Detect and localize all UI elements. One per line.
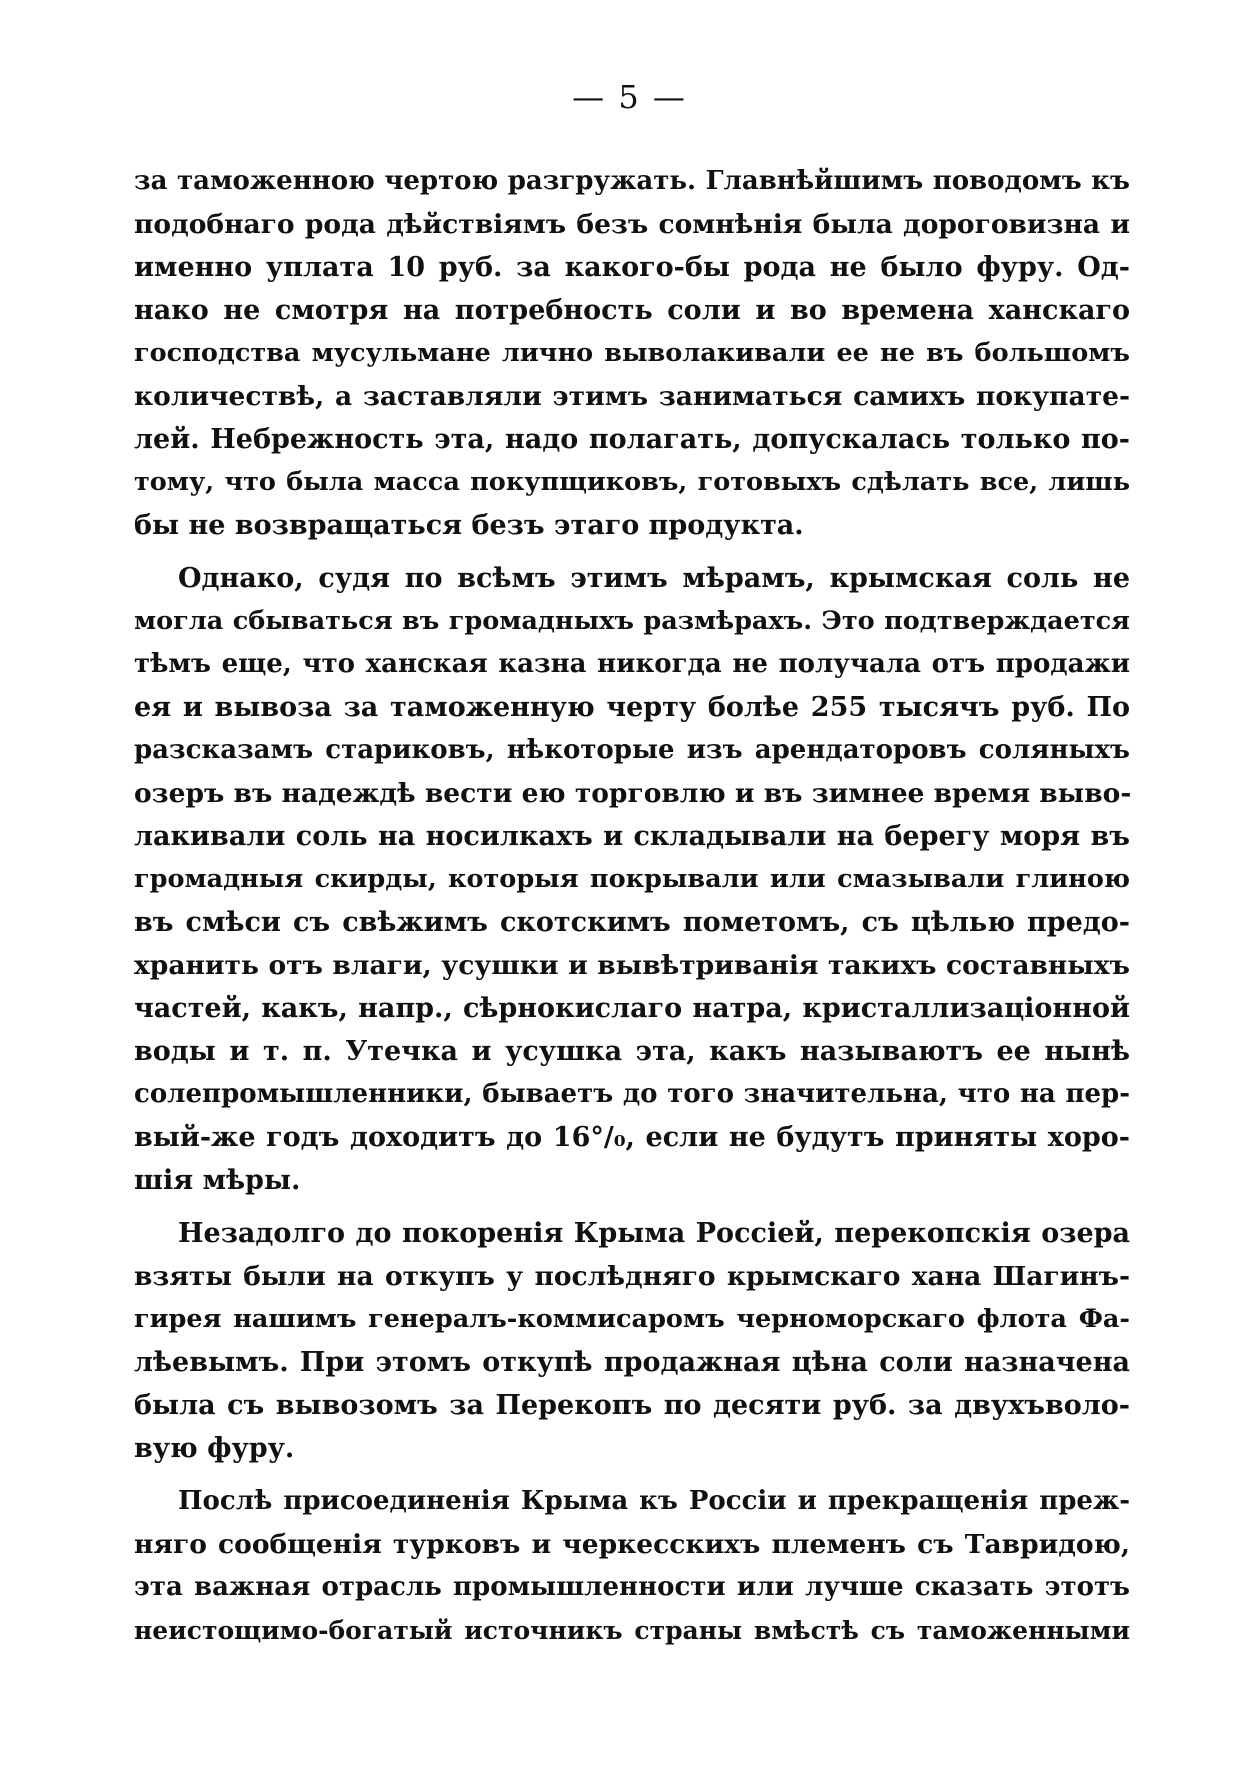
text-line: могла сбываться въ громадныхъ размѣрахъ. Это подтверждается — [134, 606, 1130, 636]
text-line: за таможенною чертою разгружать. Главнѣйшимъ поводомъ къ — [134, 166, 1130, 196]
paragraph — [134, 557, 1130, 1202]
text-line: Однако, судя по всѣмъ этимъ мѣрамъ, крымская соль не — [178, 563, 1130, 594]
text-line: вую фуру. — [134, 1433, 295, 1464]
text-line: Незадолго до покоренія Крыма Россіей, перекопскія озера — [178, 1218, 1130, 1249]
text-line: господства мусульмане лично выволакивали ее не въ большомъ — [134, 338, 1130, 368]
text-line: воды и т. п. Утечка и усушка эта, какъ называютъ ее нынѣ — [134, 1036, 1130, 1067]
text-line: взяты были на откупъ у послѣдняго крымскаго хана Шагинъ- — [134, 1261, 1130, 1292]
text-line: лей. Небрежность эта, надо полагать, допускалась только по- — [134, 424, 1130, 455]
text-line: гирея нашимъ генералъ-коммисаромъ черноморскаго флота Фа- — [134, 1304, 1130, 1334]
text-line: количествѣ, а заставляли этимъ заниматься самихъ покупате- — [134, 381, 1130, 412]
text-line: нако не смотря на потребность соли и во времена ханскаго — [134, 295, 1130, 326]
text-line: вый-же годъ доходитъ до 16°/₀, если не будутъ приняты хоро- — [134, 1122, 1130, 1153]
text-line: лѣевымъ. При этомъ откупѣ продажная цѣна соли назначена — [134, 1347, 1130, 1378]
text-line: была съ вывозомъ за Перекопъ по десяти руб. за двухъволо- — [134, 1390, 1130, 1421]
text-line: именно уплата 10 руб. за какого-бы рода не было фуру. Од- — [134, 252, 1130, 283]
text-line: солепромышленники, бываетъ до того значительна, что на пер- — [134, 1079, 1130, 1109]
text-line: хранить отъ влаги, усушки и вывѣтриванія такихъ составныхъ — [134, 950, 1130, 981]
text-line: разсказамъ стариковъ, нѣкоторые изъ арендаторовъ соляныхъ — [134, 735, 1130, 765]
paragraph — [134, 160, 1130, 547]
text-line: бы не возвращаться безъ этаго продукта. — [134, 510, 804, 541]
paragraph — [134, 1212, 1130, 1470]
text-line: озеръ въ надеждѣ вести ею торговлю и въ зимнее время выво- — [134, 778, 1132, 809]
text-line: Послѣ присоединенія Крыма къ Россіи и прекращенія преж- — [178, 1486, 1130, 1516]
text-line: ея и вывоза за таможенную черту болѣе 255 тысячъ руб. По — [134, 692, 1130, 723]
text-line: эта важная отрасль промышленности или лучше сказать этотъ — [134, 1572, 1130, 1602]
text-line: подобнаго рода дѣйствіямъ безъ сомнѣнія была дороговизна и — [134, 209, 1130, 240]
text-line: тому, что была масса покупщиковъ, готовыхъ сдѣлать все, лишь — [134, 467, 1130, 497]
text-line: лакивали соль на носилкахъ и складывали на берегу моря въ — [134, 821, 1130, 852]
text-line: шія мѣры. — [134, 1165, 301, 1196]
text-line: неистощимо-богатый источникъ страны вмѣстѣ съ таможенными — [134, 1616, 1130, 1645]
text-line: въ смѣси съ свѣжимъ скотскимъ пометомъ, съ цѣлью предо- — [134, 907, 1130, 938]
text-line: тѣмъ еще, что ханская казна никогда не получала отъ продажи — [134, 649, 1130, 679]
text-line: няго сообщенія турковъ и черкесскихъ племенъ съ Тавридою, — [134, 1529, 1130, 1560]
text-line: громадныя скирды, которыя покрывали или смазывали глиною — [134, 864, 1130, 894]
paragraph — [134, 1480, 1130, 1652]
text-line: частей, какъ, напр., сѣрнокислаго натра, кристаллизаціонной — [134, 993, 1130, 1024]
page-number: — 5 — — [572, 78, 687, 116]
body-text — [134, 160, 1130, 1652]
